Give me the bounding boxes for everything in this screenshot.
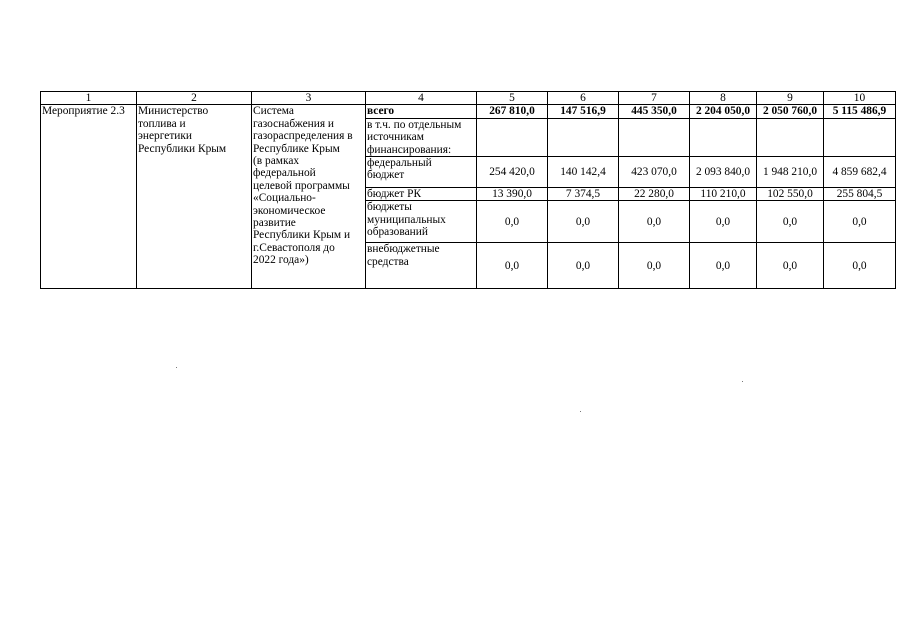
value-cell (548, 118, 619, 156)
value-cell: 0,0 (690, 201, 757, 243)
value-cell: 423 070,0 (619, 157, 690, 188)
value-cell: 4 859 682,4 (824, 157, 896, 188)
source-cell (366, 201, 477, 243)
column-header: 7 (619, 92, 690, 105)
source-line: федеральный (367, 157, 432, 170)
value-cell: 22 280,0 (619, 188, 690, 201)
source-line: всего (367, 105, 395, 118)
program-line: федеральной (253, 167, 316, 180)
column-header: 3 (252, 92, 366, 105)
program-line: 2022 года») (253, 254, 309, 267)
value-cell: 0,0 (824, 243, 896, 289)
financing-table (40, 91, 896, 289)
program-line: Республики Крым и (253, 229, 351, 242)
source-cell (366, 157, 477, 188)
value-cell: 0,0 (477, 201, 548, 243)
column-header: 6 (548, 92, 619, 105)
scan-speck (742, 381, 743, 382)
value-cell: 13 390,0 (477, 188, 548, 201)
value-cell: 0,0 (548, 201, 619, 243)
executor-line: топлива и (138, 117, 186, 130)
value-cell: 254 420,0 (477, 157, 548, 188)
value-cell: 0,0 (757, 243, 824, 289)
column-header: 5 (477, 92, 548, 105)
source-line: бюджет (367, 169, 405, 182)
source-line: финансирования: (367, 143, 452, 156)
source-line: в т.ч. по отдельным (367, 118, 462, 131)
source-cell (366, 118, 477, 156)
header-row (41, 92, 896, 105)
value-cell (757, 118, 824, 156)
executor-line: энергетики (138, 130, 193, 143)
value-cell: 0,0 (757, 201, 824, 243)
scan-speck (580, 411, 581, 412)
source-line: бюджеты (367, 201, 412, 214)
source-line: бюджет РК (367, 188, 422, 201)
value-cell (824, 118, 896, 156)
value-cell: 140 142,4 (548, 157, 619, 188)
activity-cell (41, 105, 137, 289)
source-line: образований (367, 226, 428, 239)
value-cell: 267 810,0 (477, 105, 548, 118)
source-cell (366, 243, 477, 289)
source-cell (366, 105, 477, 118)
executor-line: Республики Крым (138, 142, 227, 155)
value-cell: 0,0 (824, 201, 896, 243)
program-line: (в рамках (253, 155, 300, 168)
column-header: 10 (824, 92, 896, 105)
program-line: экономическое (253, 204, 326, 217)
column-header: 8 (690, 92, 757, 105)
value-cell: 7 374,5 (548, 188, 619, 201)
value-cell: 445 350,0 (619, 105, 690, 118)
activity-name: Мероприятие 2.3 (42, 105, 125, 118)
value-cell: 0,0 (619, 243, 690, 289)
value-cell: 147 516,9 (548, 105, 619, 118)
program-line: развитие (253, 217, 296, 230)
value-cell: 110 210,0 (690, 188, 757, 201)
column-header: 1 (41, 92, 137, 105)
source-line: муниципальных (367, 213, 446, 226)
program-line: газораспределения в (253, 130, 353, 143)
value-cell (477, 118, 548, 156)
program-line: Система (253, 105, 294, 118)
program-cell (252, 105, 366, 289)
program-line: «Социально- (253, 192, 316, 205)
value-cell: 2 093 840,0 (690, 157, 757, 188)
value-cell (690, 118, 757, 156)
value-cell: 102 550,0 (757, 188, 824, 201)
column-header: 2 (137, 92, 252, 105)
value-cell: 1 948 210,0 (757, 157, 824, 188)
executor-line: Министерство (138, 105, 209, 118)
column-header: 4 (366, 92, 477, 105)
source-cell (366, 188, 477, 201)
value-cell: 2 204 050,0 (690, 105, 757, 118)
value-cell: 0,0 (477, 243, 548, 289)
value-cell: 5 115 486,9 (824, 105, 896, 118)
program-line: целевой программы (253, 179, 350, 192)
column-header: 9 (757, 92, 824, 105)
value-cell: 0,0 (548, 243, 619, 289)
table-row (41, 105, 896, 118)
value-cell: 255 804,5 (824, 188, 896, 201)
value-cell (619, 118, 690, 156)
source-line: источникам (367, 131, 424, 144)
value-cell: 0,0 (690, 243, 757, 289)
executor-cell (137, 105, 252, 289)
scan-speck (176, 367, 177, 368)
program-line: газоснабжения и (253, 117, 335, 130)
program-line: Республике Крым (253, 142, 340, 155)
value-cell: 0,0 (619, 201, 690, 243)
value-cell: 2 050 760,0 (757, 105, 824, 118)
source-line: внебюджетные (367, 243, 440, 256)
program-line: г.Севастополя до (253, 241, 335, 254)
source-line: средства (367, 255, 409, 268)
